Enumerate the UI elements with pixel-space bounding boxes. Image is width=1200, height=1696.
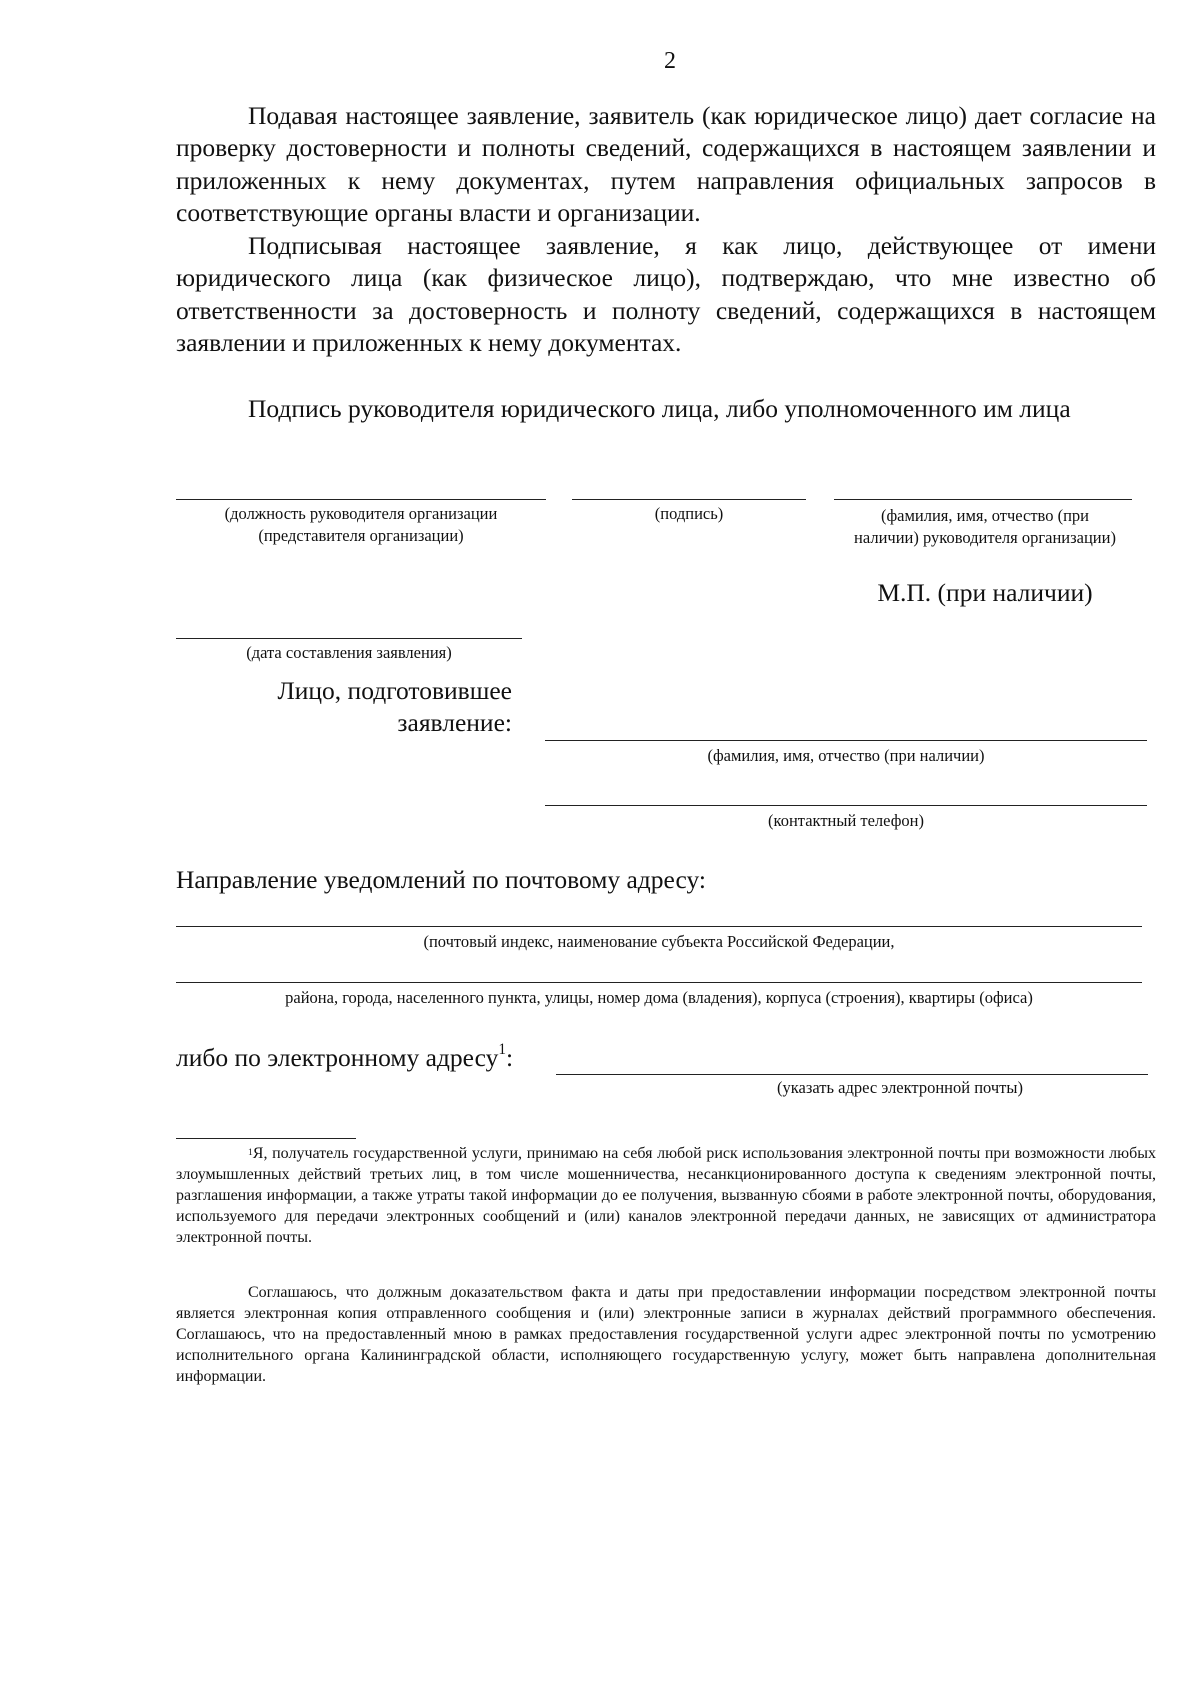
- footnote-risk-text: Я, получатель государственной услуги, принимаю на себя любой риск использования электронной почты при возможности любых злоумышленных действий третьих лиц, в том числе мошенничества, несанкционированного доступа к сведениям электронной почты, разглашения информации, а также утраты такой информации до ее получения, вызванную сбоями в работе электронной почты, оборудования, используемого для передачи электронных сообщений и (или) каналов электронной передачи данных, не зависящих от администратора электронной почты.: [176, 1145, 1156, 1246]
- page-number: 2: [664, 48, 676, 74]
- footnote-mark: 1: [248, 1147, 253, 1159]
- postal-heading: Направление уведомлений по почтовому адресу:: [176, 865, 706, 894]
- position-line[interactable]: [176, 499, 546, 500]
- postal-line-1[interactable]: [176, 926, 1142, 927]
- name-caption: (фамилия, имя, отчество (при наличии) руководителя организации): [854, 506, 1116, 547]
- postal-line-2[interactable]: [176, 982, 1142, 983]
- preparer-label: Лицо, подготовившее заявление:: [277, 676, 512, 737]
- preparer-phone-caption: (контактный телефон): [768, 811, 924, 830]
- signature-line[interactable]: [572, 499, 806, 500]
- postal-caption-1: (почтовый индекс, наименование субъекта Российской Федерации,: [423, 932, 895, 951]
- footnote-agreement: Соглашаюсь, что должным доказательством факта и даты при предоставлении информации посредством электронной почты является электронная копия отправленного сообщения и (или) электронные записи в журналах действий программного обеспечения. Соглашаюсь, что на предоставленный мною в рамках предоставления государственной услуги адрес электронной почты по усмотрению исполнительного органа Калининградской области, исполняющего государственную услугу, может быть направлена дополнительная информации.: [176, 1284, 1156, 1385]
- preparer-name-caption: (фамилия, имя, отчество (при наличии): [707, 746, 985, 765]
- email-colon: :: [505, 1043, 514, 1072]
- date-line[interactable]: [176, 638, 522, 639]
- email-line[interactable]: [556, 1074, 1148, 1075]
- stamp-label: М.П. (при наличии): [877, 578, 1093, 607]
- name-line[interactable]: [834, 499, 1132, 500]
- consent-paragraph: Подавая настоящее заявление, заявитель (как юридическое лицо) дает согласие на проверку достоверности и полноты сведений, содержащихся в настоящем заявлении и приложенных к нему документах, путем направления официальных запросов в соответствующие органы власти и организации.: [176, 101, 1156, 227]
- preparer-phone-line[interactable]: [545, 805, 1147, 806]
- email-label-wrap: [176, 1043, 556, 1073]
- preparer-name-line[interactable]: [545, 740, 1147, 741]
- responsibility-paragraph: Подписывая настоящее заявление, я как лицо, действующее от имени юридического лица (как физическое лицо), подтверждаю, что мне известно об ответственности за достоверность и полноту сведений, содержащихся в настоящем заявлении и приложенных к нему документах.: [176, 231, 1156, 357]
- footnote-separator: [176, 1138, 356, 1139]
- email-label: либо по электронному адресу: [176, 1043, 499, 1072]
- position-caption: (должность руководителя организации (представителя организации): [224, 504, 498, 545]
- date-caption: (дата составления заявления): [246, 643, 452, 662]
- email-caption: (указать адрес электронной почты): [777, 1078, 1023, 1097]
- signature-caption: (подпись): [654, 504, 724, 523]
- email-footnote-mark: 1: [498, 1041, 506, 1059]
- footnote-risk: [176, 1143, 1156, 1248]
- signature-prompt: Подпись руководителя юридического лица, либо уполномоченного им лица: [248, 394, 1071, 423]
- postal-caption-2: района, города, населенного пункта, улицы, номер дома (владения), корпуса (строения), квартиры (офиса): [285, 988, 1033, 1007]
